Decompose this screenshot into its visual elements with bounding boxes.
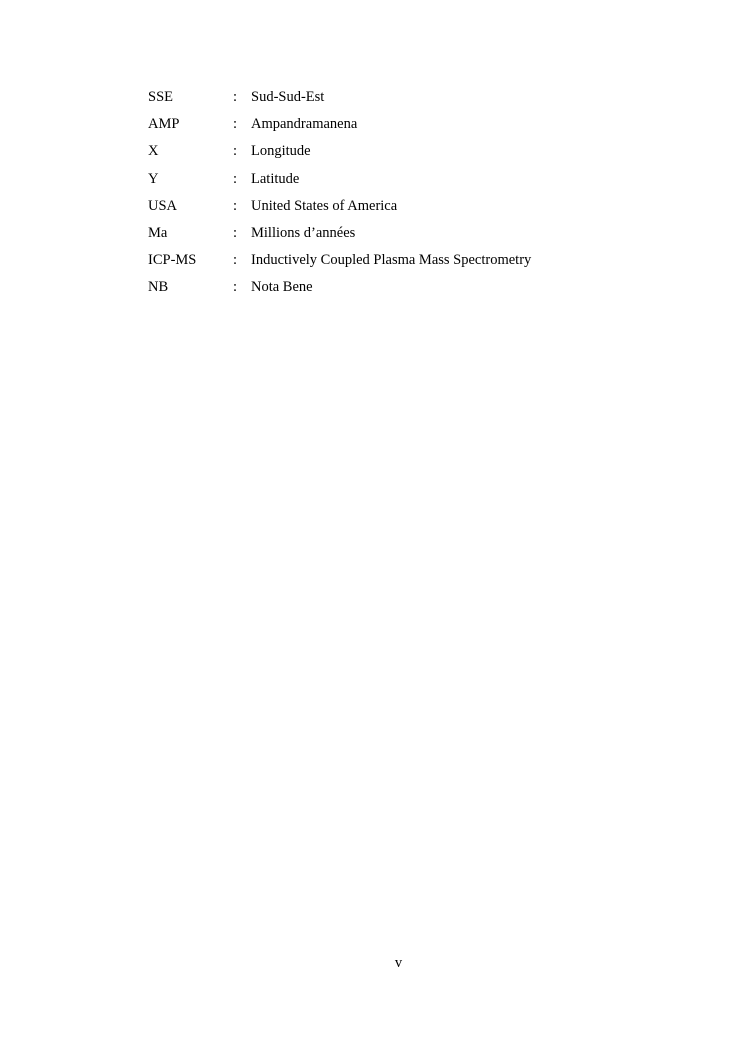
abbreviation-term: Ma <box>148 224 168 241</box>
abbreviation-separator: : <box>233 170 238 187</box>
abbreviation-definition: Inductively Coupled Plasma Mass Spectrometry <box>251 252 532 269</box>
abbreviation-definition: Nota Bene <box>251 279 313 296</box>
abbreviation-definition: Latitude <box>251 170 300 187</box>
abbreviation-term: Y <box>148 170 159 187</box>
abbreviation-term: SSE <box>148 89 173 105</box>
abbreviation-row <box>148 196 708 223</box>
abbreviation-separator: : <box>233 197 238 214</box>
abbreviation-separator: : <box>233 224 238 241</box>
abbreviation-list <box>148 87 708 305</box>
abbreviation-row <box>148 223 708 250</box>
abbreviation-definition: Ampandramanena <box>251 116 358 133</box>
abbreviation-definition: United States of America <box>251 197 398 214</box>
abbreviation-row <box>148 169 708 196</box>
abbreviation-separator: : <box>233 252 238 269</box>
abbreviation-row <box>148 250 708 277</box>
abbreviation-definition: Sud-Sud-Est <box>251 89 325 105</box>
abbreviation-term: USA <box>148 197 178 214</box>
abbreviation-separator: : <box>233 89 238 105</box>
abbreviation-row <box>148 87 708 114</box>
abbreviation-row <box>148 114 708 141</box>
abbreviation-definition: Longitude <box>251 143 311 160</box>
abbreviation-term: NB <box>148 279 169 296</box>
abbreviation-term: AMP <box>148 116 180 133</box>
abbreviation-separator: : <box>233 116 238 133</box>
abbreviation-term: ICP-MS <box>148 252 197 269</box>
abbreviation-separator: : <box>233 143 238 160</box>
abbreviation-term: X <box>148 143 159 160</box>
abbreviation-separator: : <box>233 279 238 296</box>
page-number: v <box>394 955 403 971</box>
abbreviation-row <box>148 141 708 168</box>
abbreviation-row <box>148 277 708 304</box>
abbreviation-definition: Millions d’années <box>251 224 356 241</box>
